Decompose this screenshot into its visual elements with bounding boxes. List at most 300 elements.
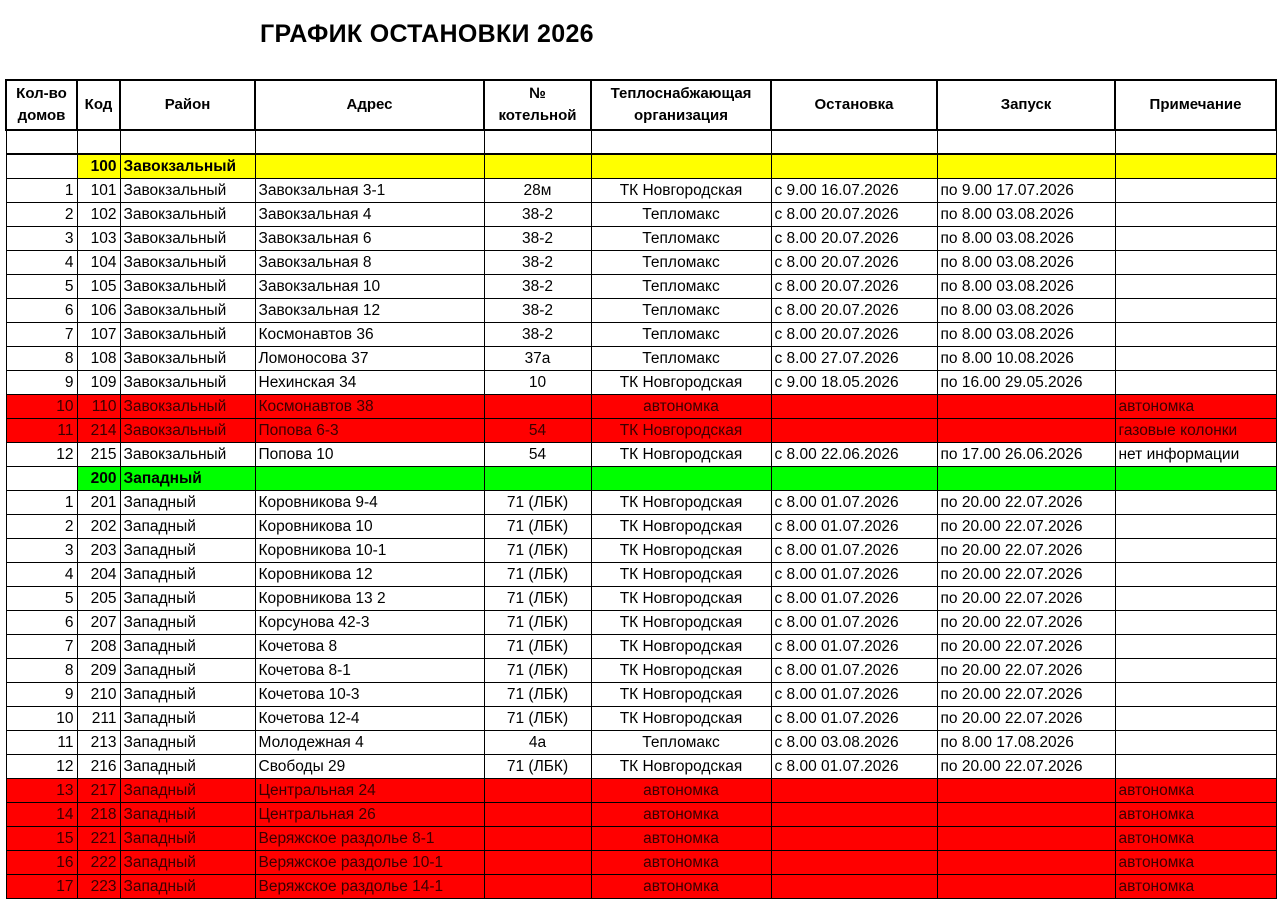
col-header-boiler[interactable]: № котельной xyxy=(484,80,591,130)
table-row xyxy=(6,755,1276,779)
note-cell[interactable]: автономка xyxy=(1115,827,1276,851)
count-cell[interactable]: 8 xyxy=(6,659,77,683)
code-cell[interactable]: 213 xyxy=(77,731,120,755)
address-cell[interactable]: Свободы 29 xyxy=(255,755,484,779)
code-cell[interactable]: 208 xyxy=(77,635,120,659)
note-cell[interactable] xyxy=(1115,491,1276,515)
boiler-cell[interactable]: 71 (ЛБК) xyxy=(484,659,591,683)
note-cell[interactable] xyxy=(1115,179,1276,203)
boiler-cell[interactable]: 38-2 xyxy=(484,275,591,299)
address-cell[interactable]: Молодежная 4 xyxy=(255,731,484,755)
org-cell[interactable]: ТК Новгородская xyxy=(591,659,771,683)
district-cell[interactable]: Завокзальный xyxy=(120,395,255,419)
note-cell[interactable] xyxy=(1115,227,1276,251)
stop-cell[interactable]: с 8.00 20.07.2026 xyxy=(771,251,937,275)
start-cell[interactable]: по 20.00 22.07.2026 xyxy=(937,707,1115,731)
org-cell[interactable]: ТК Новгородская xyxy=(591,755,771,779)
col-header-count[interactable]: Кол-во домов xyxy=(6,80,77,130)
start-cell[interactable] xyxy=(937,875,1115,899)
boiler-cell[interactable]: 38-2 xyxy=(484,203,591,227)
stop-cell[interactable]: с 8.00 01.07.2026 xyxy=(771,635,937,659)
address-cell[interactable]: Центральная 26 xyxy=(255,803,484,827)
col-header-address[interactable]: Адрес xyxy=(255,80,484,130)
note-cell[interactable] xyxy=(1115,539,1276,563)
org-cell[interactable]: автономка xyxy=(591,779,771,803)
code-cell[interactable]: 101 xyxy=(77,179,120,203)
boiler-cell[interactable]: 10 xyxy=(484,371,591,395)
group-name-cell[interactable]: Завокзальный xyxy=(120,154,255,179)
note-cell[interactable] xyxy=(1115,323,1276,347)
note-cell[interactable] xyxy=(1115,299,1276,323)
note-cell[interactable] xyxy=(1115,635,1276,659)
district-cell[interactable]: Западный xyxy=(120,539,255,563)
note-cell[interactable] xyxy=(1115,731,1276,755)
table-cell[interactable] xyxy=(484,130,591,154)
start-cell[interactable]: по 20.00 22.07.2026 xyxy=(937,515,1115,539)
count-cell[interactable]: 6 xyxy=(6,611,77,635)
start-cell[interactable]: по 20.00 22.07.2026 xyxy=(937,563,1115,587)
org-cell[interactable]: Тепломакс xyxy=(591,323,771,347)
district-cell[interactable]: Завокзальный xyxy=(120,323,255,347)
start-cell[interactable]: по 8.00 03.08.2026 xyxy=(937,275,1115,299)
address-cell[interactable]: Центральная 24 xyxy=(255,779,484,803)
code-cell[interactable]: 110 xyxy=(77,395,120,419)
group-empty-cell[interactable] xyxy=(484,154,591,179)
code-cell[interactable]: 215 xyxy=(77,443,120,467)
district-cell[interactable]: Завокзальный xyxy=(120,179,255,203)
code-cell[interactable]: 218 xyxy=(77,803,120,827)
count-cell[interactable]: 11 xyxy=(6,731,77,755)
stop-cell[interactable]: с 8.00 01.07.2026 xyxy=(771,563,937,587)
start-cell[interactable] xyxy=(937,395,1115,419)
count-cell[interactable]: 1 xyxy=(6,491,77,515)
district-cell[interactable]: Западный xyxy=(120,683,255,707)
count-cell[interactable]: 16 xyxy=(6,851,77,875)
address-cell[interactable]: Кочетова 10-3 xyxy=(255,683,484,707)
note-cell[interactable]: автономка xyxy=(1115,395,1276,419)
district-cell[interactable]: Западный xyxy=(120,707,255,731)
boiler-cell[interactable] xyxy=(484,851,591,875)
count-cell[interactable]: 10 xyxy=(6,707,77,731)
group-empty-cell[interactable] xyxy=(771,467,937,491)
org-cell[interactable]: Тепломакс xyxy=(591,347,771,371)
district-cell[interactable]: Западный xyxy=(120,755,255,779)
boiler-cell[interactable]: 38-2 xyxy=(484,251,591,275)
note-cell[interactable] xyxy=(1115,371,1276,395)
count-cell[interactable]: 5 xyxy=(6,587,77,611)
district-cell[interactable]: Западный xyxy=(120,491,255,515)
boiler-cell[interactable]: 71 (ЛБК) xyxy=(484,683,591,707)
org-cell[interactable]: Тепломакс xyxy=(591,227,771,251)
note-cell[interactable]: газовые колонки xyxy=(1115,419,1276,443)
group-empty-cell[interactable] xyxy=(255,467,484,491)
count-cell[interactable]: 4 xyxy=(6,251,77,275)
boiler-cell[interactable] xyxy=(484,803,591,827)
start-cell[interactable]: по 16.00 29.05.2026 xyxy=(937,371,1115,395)
district-cell[interactable]: Завокзальный xyxy=(120,419,255,443)
boiler-cell[interactable] xyxy=(484,779,591,803)
address-cell[interactable]: Завокзальная 3-1 xyxy=(255,179,484,203)
start-cell[interactable] xyxy=(937,803,1115,827)
org-cell[interactable]: Тепломакс xyxy=(591,731,771,755)
start-cell[interactable]: по 17.00 26.06.2026 xyxy=(937,443,1115,467)
stop-cell[interactable] xyxy=(771,779,937,803)
stop-cell[interactable]: с 9.00 18.05.2026 xyxy=(771,371,937,395)
group-count-cell[interactable] xyxy=(6,154,77,179)
start-cell[interactable] xyxy=(937,851,1115,875)
group-empty-cell[interactable] xyxy=(937,467,1115,491)
boiler-cell[interactable]: 37а xyxy=(484,347,591,371)
code-cell[interactable]: 201 xyxy=(77,491,120,515)
note-cell[interactable] xyxy=(1115,611,1276,635)
org-cell[interactable]: ТК Новгородская xyxy=(591,611,771,635)
count-cell[interactable]: 3 xyxy=(6,539,77,563)
col-header-district[interactable]: Район xyxy=(120,80,255,130)
district-cell[interactable]: Завокзальный xyxy=(120,203,255,227)
org-cell[interactable]: Тепломакс xyxy=(591,299,771,323)
count-cell[interactable]: 7 xyxy=(6,635,77,659)
group-code-cell[interactable]: 100 xyxy=(77,154,120,179)
address-cell[interactable]: Веряжское раздолье 10-1 xyxy=(255,851,484,875)
note-cell[interactable] xyxy=(1115,275,1276,299)
org-cell[interactable]: ТК Новгородская xyxy=(591,515,771,539)
boiler-cell[interactable]: 71 (ЛБК) xyxy=(484,755,591,779)
address-cell[interactable]: Нехинская 34 xyxy=(255,371,484,395)
stop-cell[interactable]: с 8.00 01.07.2026 xyxy=(771,755,937,779)
address-cell[interactable]: Завокзальная 6 xyxy=(255,227,484,251)
count-cell[interactable]: 9 xyxy=(6,371,77,395)
boiler-cell[interactable]: 54 xyxy=(484,419,591,443)
stop-cell[interactable]: с 8.00 22.06.2026 xyxy=(771,443,937,467)
start-cell[interactable] xyxy=(937,779,1115,803)
note-cell[interactable]: автономка xyxy=(1115,779,1276,803)
code-cell[interactable]: 102 xyxy=(77,203,120,227)
start-cell[interactable]: по 20.00 22.07.2026 xyxy=(937,611,1115,635)
group-empty-cell[interactable] xyxy=(591,467,771,491)
org-cell[interactable]: ТК Новгородская xyxy=(591,443,771,467)
group-name-cell[interactable]: Западный xyxy=(120,467,255,491)
start-cell[interactable]: по 20.00 22.07.2026 xyxy=(937,683,1115,707)
district-cell[interactable]: Западный xyxy=(120,587,255,611)
org-cell[interactable]: автономка xyxy=(591,875,771,899)
boiler-cell[interactable]: 4а xyxy=(484,731,591,755)
count-cell[interactable]: 13 xyxy=(6,779,77,803)
count-cell[interactable]: 10 xyxy=(6,395,77,419)
col-header-stop[interactable]: Остановка xyxy=(771,80,937,130)
code-cell[interactable]: 104 xyxy=(77,251,120,275)
stop-cell[interactable]: с 8.00 01.07.2026 xyxy=(771,707,937,731)
table-cell[interactable] xyxy=(6,130,77,154)
address-cell[interactable]: Завокзальная 10 xyxy=(255,275,484,299)
boiler-cell[interactable] xyxy=(484,875,591,899)
boiler-cell[interactable]: 54 xyxy=(484,443,591,467)
stop-cell[interactable] xyxy=(771,875,937,899)
district-cell[interactable]: Западный xyxy=(120,611,255,635)
table-cell[interactable] xyxy=(591,130,771,154)
org-cell[interactable]: Тепломакс xyxy=(591,203,771,227)
org-cell[interactable]: ТК Новгородская xyxy=(591,179,771,203)
stop-cell[interactable]: с 8.00 01.07.2026 xyxy=(771,587,937,611)
count-cell[interactable]: 4 xyxy=(6,563,77,587)
boiler-cell[interactable]: 38-2 xyxy=(484,227,591,251)
count-cell[interactable]: 14 xyxy=(6,803,77,827)
address-cell[interactable]: Космонавтов 36 xyxy=(255,323,484,347)
boiler-cell[interactable] xyxy=(484,827,591,851)
code-cell[interactable]: 207 xyxy=(77,611,120,635)
start-cell[interactable]: по 20.00 22.07.2026 xyxy=(937,491,1115,515)
count-cell[interactable]: 11 xyxy=(6,419,77,443)
address-cell[interactable]: Коровникова 9-4 xyxy=(255,491,484,515)
address-cell[interactable]: Коровникова 10 xyxy=(255,515,484,539)
org-cell[interactable]: ТК Новгородская xyxy=(591,683,771,707)
org-cell[interactable]: ТК Новгородская xyxy=(591,419,771,443)
note-cell[interactable] xyxy=(1115,755,1276,779)
start-cell[interactable]: по 20.00 22.07.2026 xyxy=(937,587,1115,611)
org-cell[interactable]: автономка xyxy=(591,851,771,875)
note-cell[interactable] xyxy=(1115,203,1276,227)
boiler-cell[interactable]: 71 (ЛБК) xyxy=(484,611,591,635)
address-cell[interactable]: Кочетова 8 xyxy=(255,635,484,659)
note-cell[interactable] xyxy=(1115,251,1276,275)
group-empty-cell[interactable] xyxy=(1115,154,1276,179)
district-cell[interactable]: Завокзальный xyxy=(120,347,255,371)
start-cell[interactable]: по 8.00 03.08.2026 xyxy=(937,323,1115,347)
code-cell[interactable]: 211 xyxy=(77,707,120,731)
code-cell[interactable]: 103 xyxy=(77,227,120,251)
boiler-cell[interactable]: 71 (ЛБК) xyxy=(484,563,591,587)
group-empty-cell[interactable] xyxy=(591,154,771,179)
count-cell[interactable]: 17 xyxy=(6,875,77,899)
stop-cell[interactable]: с 8.00 01.07.2026 xyxy=(771,659,937,683)
district-cell[interactable]: Западный xyxy=(120,515,255,539)
start-cell[interactable]: по 8.00 17.08.2026 xyxy=(937,731,1115,755)
stop-cell[interactable] xyxy=(771,827,937,851)
org-cell[interactable]: автономка xyxy=(591,803,771,827)
stop-cell[interactable] xyxy=(771,419,937,443)
table-cell[interactable] xyxy=(255,130,484,154)
start-cell[interactable]: по 20.00 22.07.2026 xyxy=(937,635,1115,659)
group-empty-cell[interactable] xyxy=(484,467,591,491)
address-cell[interactable]: Космонавтов 38 xyxy=(255,395,484,419)
table-cell[interactable] xyxy=(937,130,1115,154)
code-cell[interactable]: 202 xyxy=(77,515,120,539)
table-row xyxy=(6,635,1276,659)
address-cell[interactable]: Завокзальная 12 xyxy=(255,299,484,323)
district-cell[interactable]: Завокзальный xyxy=(120,251,255,275)
district-cell[interactable]: Западный xyxy=(120,803,255,827)
table-cell[interactable] xyxy=(1115,130,1276,154)
count-cell[interactable]: 2 xyxy=(6,203,77,227)
code-cell[interactable]: 214 xyxy=(77,419,120,443)
district-cell[interactable]: Западный xyxy=(120,851,255,875)
address-cell[interactable]: Корсунова 42-3 xyxy=(255,611,484,635)
count-cell[interactable]: 8 xyxy=(6,347,77,371)
district-cell[interactable]: Завокзальный xyxy=(120,299,255,323)
org-cell[interactable]: ТК Новгородская xyxy=(591,491,771,515)
count-cell[interactable]: 6 xyxy=(6,299,77,323)
col-header-org[interactable]: Теплоснабжающая организация xyxy=(591,80,771,130)
boiler-cell[interactable]: 71 (ЛБК) xyxy=(484,587,591,611)
table-cell[interactable] xyxy=(77,130,120,154)
group-empty-cell[interactable] xyxy=(771,154,937,179)
stop-cell[interactable]: с 9.00 16.07.2026 xyxy=(771,179,937,203)
district-cell[interactable]: Завокзальный xyxy=(120,371,255,395)
address-cell[interactable]: Кочетова 8-1 xyxy=(255,659,484,683)
stop-cell[interactable] xyxy=(771,851,937,875)
start-cell[interactable] xyxy=(937,827,1115,851)
org-cell[interactable]: ТК Новгородская xyxy=(591,635,771,659)
boiler-cell[interactable] xyxy=(484,395,591,419)
code-cell[interactable]: 210 xyxy=(77,683,120,707)
note-cell[interactable] xyxy=(1115,683,1276,707)
code-cell[interactable]: 105 xyxy=(77,275,120,299)
district-cell[interactable]: Западный xyxy=(120,731,255,755)
group-code-cell[interactable]: 200 xyxy=(77,467,120,491)
count-cell[interactable]: 9 xyxy=(6,683,77,707)
count-cell[interactable]: 12 xyxy=(6,443,77,467)
start-cell[interactable]: по 20.00 22.07.2026 xyxy=(937,755,1115,779)
start-cell[interactable]: по 20.00 22.07.2026 xyxy=(937,659,1115,683)
table-cell[interactable] xyxy=(120,130,255,154)
note-cell[interactable]: нет информации xyxy=(1115,443,1276,467)
note-cell[interactable] xyxy=(1115,587,1276,611)
start-cell[interactable]: по 8.00 10.08.2026 xyxy=(937,347,1115,371)
code-cell[interactable]: 106 xyxy=(77,299,120,323)
col-header-code[interactable]: Код xyxy=(77,80,120,130)
code-cell[interactable]: 109 xyxy=(77,371,120,395)
col-header-note[interactable]: Примечание xyxy=(1115,80,1276,130)
district-cell[interactable]: Западный xyxy=(120,659,255,683)
count-cell[interactable]: 15 xyxy=(6,827,77,851)
group-empty-cell[interactable] xyxy=(255,154,484,179)
address-cell[interactable]: Завокзальная 4 xyxy=(255,203,484,227)
count-cell[interactable]: 12 xyxy=(6,755,77,779)
org-cell[interactable]: ТК Новгородская xyxy=(591,539,771,563)
stop-cell[interactable]: с 8.00 20.07.2026 xyxy=(771,275,937,299)
count-cell[interactable]: 2 xyxy=(6,515,77,539)
district-cell[interactable]: Западный xyxy=(120,635,255,659)
code-cell[interactable]: 217 xyxy=(77,779,120,803)
count-cell[interactable]: 1 xyxy=(6,179,77,203)
address-cell[interactable]: Коровникова 13 2 xyxy=(255,587,484,611)
stop-cell[interactable]: с 8.00 01.07.2026 xyxy=(771,611,937,635)
address-cell[interactable]: Коровникова 10-1 xyxy=(255,539,484,563)
start-cell[interactable]: по 8.00 03.08.2026 xyxy=(937,227,1115,251)
stop-cell[interactable]: с 8.00 20.07.2026 xyxy=(771,323,937,347)
group-empty-cell[interactable] xyxy=(937,154,1115,179)
district-cell[interactable]: Завокзальный xyxy=(120,443,255,467)
stop-cell[interactable] xyxy=(771,803,937,827)
stop-cell[interactable]: с 8.00 01.07.2026 xyxy=(771,491,937,515)
org-cell[interactable]: ТК Новгородская xyxy=(591,371,771,395)
stop-cell[interactable]: с 8.00 27.07.2026 xyxy=(771,347,937,371)
code-cell[interactable]: 216 xyxy=(77,755,120,779)
stop-cell[interactable]: с 8.00 01.07.2026 xyxy=(771,683,937,707)
note-cell[interactable] xyxy=(1115,563,1276,587)
boiler-cell[interactable]: 38-2 xyxy=(484,323,591,347)
code-cell[interactable]: 222 xyxy=(77,851,120,875)
start-cell[interactable]: по 8.00 03.08.2026 xyxy=(937,299,1115,323)
code-cell[interactable]: 205 xyxy=(77,587,120,611)
code-cell[interactable]: 108 xyxy=(77,347,120,371)
stop-cell[interactable]: с 8.00 20.07.2026 xyxy=(771,203,937,227)
code-cell[interactable]: 204 xyxy=(77,563,120,587)
org-cell[interactable]: Тепломакс xyxy=(591,275,771,299)
note-cell[interactable]: автономка xyxy=(1115,803,1276,827)
org-cell[interactable]: ТК Новгородская xyxy=(591,563,771,587)
district-cell[interactable]: Западный xyxy=(120,563,255,587)
code-cell[interactable]: 223 xyxy=(77,875,120,899)
stop-cell[interactable]: с 8.00 01.07.2026 xyxy=(771,515,937,539)
boiler-cell[interactable]: 71 (ЛБК) xyxy=(484,515,591,539)
boiler-cell[interactable]: 71 (ЛБК) xyxy=(484,539,591,563)
district-cell[interactable]: Завокзальный xyxy=(120,275,255,299)
col-header-start[interactable]: Запуск xyxy=(937,80,1115,130)
address-cell[interactable]: Веряжское раздолье 14-1 xyxy=(255,875,484,899)
count-cell[interactable]: 7 xyxy=(6,323,77,347)
start-cell[interactable]: по 9.00 17.07.2026 xyxy=(937,179,1115,203)
note-cell[interactable]: автономка xyxy=(1115,875,1276,899)
org-cell[interactable]: Тепломакс xyxy=(591,251,771,275)
code-cell[interactable]: 209 xyxy=(77,659,120,683)
note-cell[interactable] xyxy=(1115,707,1276,731)
stop-cell[interactable]: с 8.00 01.07.2026 xyxy=(771,539,937,563)
boiler-cell[interactable]: 71 (ЛБК) xyxy=(484,491,591,515)
group-count-cell[interactable] xyxy=(6,467,77,491)
count-cell[interactable]: 3 xyxy=(6,227,77,251)
district-cell[interactable]: Завокзальный xyxy=(120,227,255,251)
org-cell[interactable]: автономка xyxy=(591,827,771,851)
count-cell[interactable]: 5 xyxy=(6,275,77,299)
address-cell[interactable]: Веряжское раздолье 8-1 xyxy=(255,827,484,851)
stop-cell[interactable]: с 8.00 20.07.2026 xyxy=(771,227,937,251)
table-row xyxy=(6,803,1276,827)
note-cell[interactable] xyxy=(1115,659,1276,683)
code-cell[interactable]: 107 xyxy=(77,323,120,347)
stop-cell[interactable]: с 8.00 03.08.2026 xyxy=(771,731,937,755)
boiler-cell[interactable]: 28м xyxy=(484,179,591,203)
address-cell[interactable]: Попова 10 xyxy=(255,443,484,467)
org-cell[interactable]: ТК Новгородская xyxy=(591,707,771,731)
group-empty-cell[interactable] xyxy=(1115,467,1276,491)
note-cell[interactable] xyxy=(1115,515,1276,539)
boiler-cell[interactable]: 71 (ЛБК) xyxy=(484,707,591,731)
note-cell[interactable] xyxy=(1115,347,1276,371)
stop-cell[interactable] xyxy=(771,395,937,419)
note-cell[interactable]: автономка xyxy=(1115,851,1276,875)
org-cell[interactable]: автономка xyxy=(591,395,771,419)
code-cell[interactable]: 203 xyxy=(77,539,120,563)
boiler-cell[interactable]: 38-2 xyxy=(484,299,591,323)
start-cell[interactable]: по 8.00 03.08.2026 xyxy=(937,203,1115,227)
table-cell[interactable] xyxy=(771,130,937,154)
address-cell[interactable]: Попова 6-3 xyxy=(255,419,484,443)
start-cell[interactable]: по 20.00 22.07.2026 xyxy=(937,539,1115,563)
district-cell[interactable]: Западный xyxy=(120,875,255,899)
org-cell[interactable]: ТК Новгородская xyxy=(591,587,771,611)
address-cell[interactable]: Ломоносова 37 xyxy=(255,347,484,371)
address-cell[interactable]: Кочетова 12-4 xyxy=(255,707,484,731)
address-cell[interactable]: Коровникова 12 xyxy=(255,563,484,587)
district-cell[interactable]: Западный xyxy=(120,779,255,803)
start-cell[interactable] xyxy=(937,419,1115,443)
district-cell[interactable]: Западный xyxy=(120,827,255,851)
stop-cell[interactable]: с 8.00 20.07.2026 xyxy=(771,299,937,323)
address-cell[interactable]: Завокзальная 8 xyxy=(255,251,484,275)
boiler-cell[interactable]: 71 (ЛБК) xyxy=(484,635,591,659)
code-cell[interactable]: 221 xyxy=(77,827,120,851)
start-cell[interactable]: по 8.00 03.08.2026 xyxy=(937,251,1115,275)
